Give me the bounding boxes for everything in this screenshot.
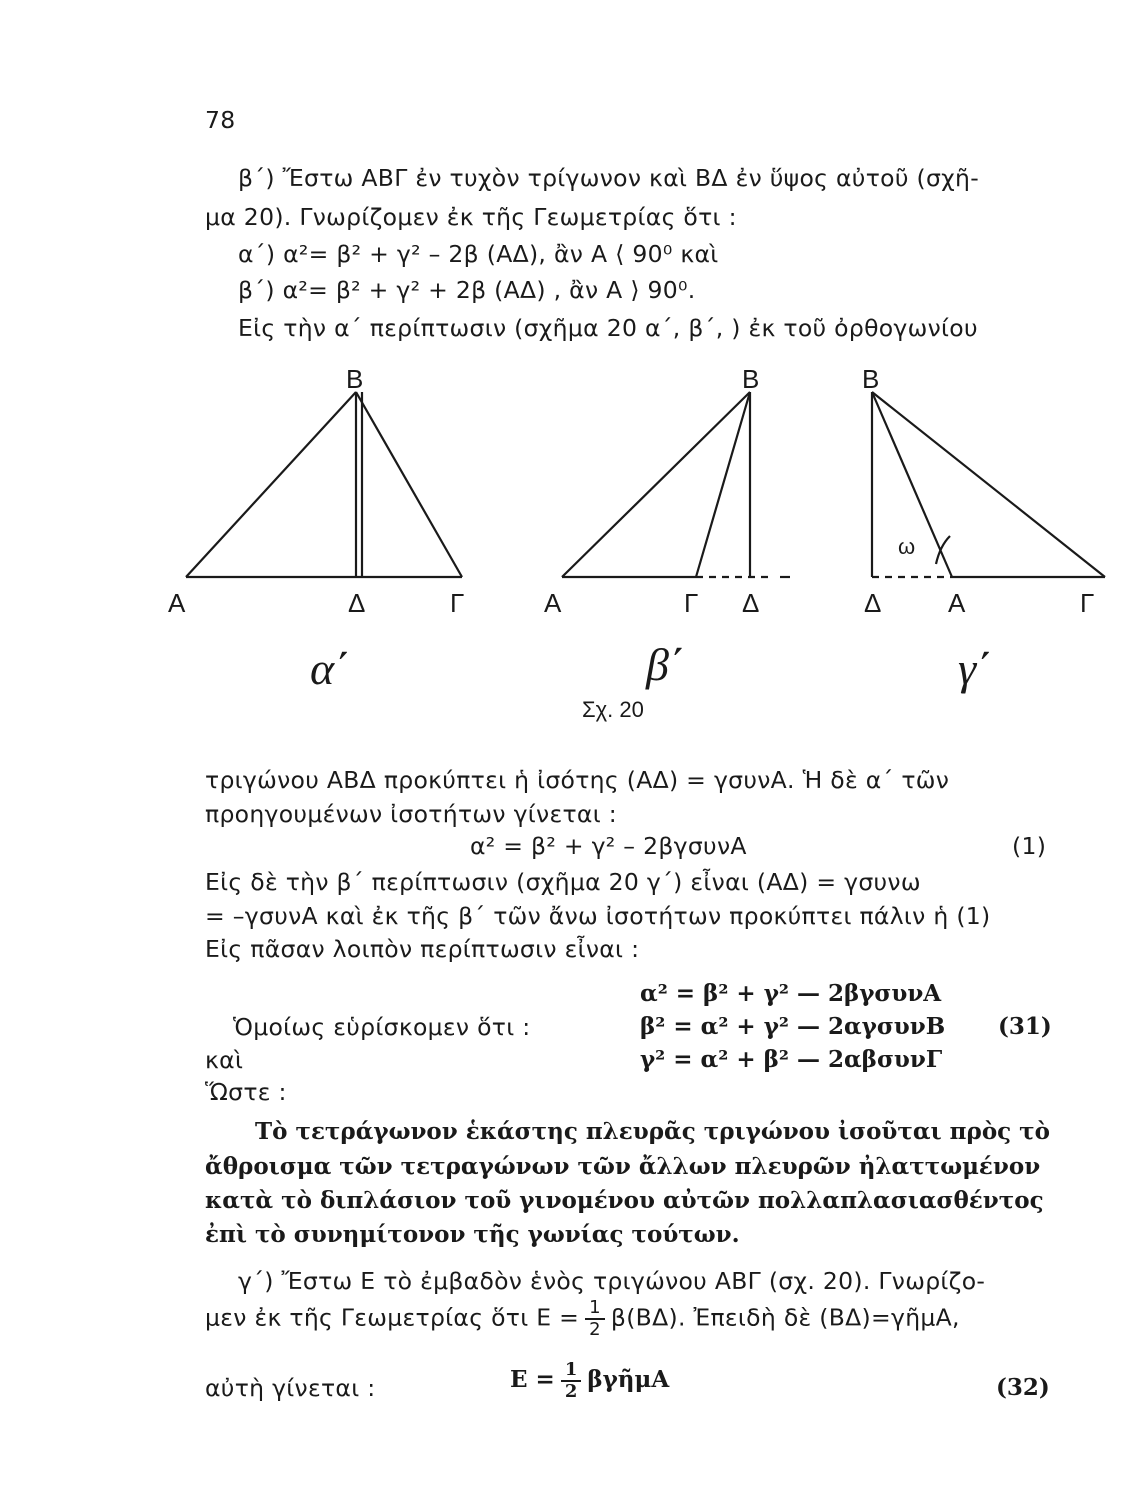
body-line-5: = –γσυνΑ καὶ ἐκ τῆς β΄ τῶν ἄνω ἰσοτήτων προκύπτει πάλιν ἡ (1) <box>205 902 991 930</box>
and-text: καὶ <box>205 1046 244 1074</box>
label-g-c: Γ <box>1080 588 1095 618</box>
area-equation-number: (32) <box>996 1374 1050 1401</box>
angle-omega-arc <box>936 536 950 564</box>
law-of-cosines-b: β² = α² + γ² — 2αγσυνΒ <box>640 1013 946 1040</box>
theorem-line-4: ἐπὶ τὸ συνημίτονον τῆς γωνίας τούτων. <box>205 1221 740 1248</box>
area-line-2-start: μεν ἐκ τῆς Γεωμετρίας ὅτι Ε = <box>205 1303 580 1332</box>
area-equation-numerator: 1 <box>561 1360 582 1382</box>
label-d-c: Δ <box>864 588 882 618</box>
side-ab-a <box>186 392 356 577</box>
label-b-b: Β <box>742 364 760 394</box>
area-line-2 <box>205 1298 960 1340</box>
label-d-b: Δ <box>742 588 760 618</box>
side-ab-b <box>562 392 750 577</box>
side-bg-a <box>356 392 462 577</box>
sub-figure-tag-a: α΄ <box>310 643 350 694</box>
area-equation <box>510 1360 669 1402</box>
similarly-text: Ὁμοίως εὑρίσκομεν ὅτι : <box>233 1013 531 1041</box>
area-line-3: αὐτὴ γίνεται : <box>205 1374 376 1402</box>
label-b-a: Β <box>346 364 364 394</box>
area-line-1: γ΄) Ἔστω Ε τὸ ἐμβαδὸν ἑνὸς τριγώνου ΑΒΓ (σχ. 20). Γνωρίζο- <box>238 1267 986 1295</box>
fraction-denominator: 2 <box>589 1319 601 1340</box>
area-equation-rhs: βγῆμΑ <box>587 1366 670 1393</box>
intro-case-b: β΄) α²= β² + γ² + 2β (ΑΔ) , ἂν Α ⟩ 90⁰. <box>238 276 696 304</box>
label-a-c: Α <box>948 588 966 618</box>
label-d-a: Δ <box>348 588 366 618</box>
intro-line-5: Εἰς τὴν α΄ περίπτωσιν (σχῆμα 20 α΄, β΄, ) ἐκ τοῦ ὀρθογωνίου <box>238 314 978 342</box>
label-g-a: Γ <box>450 588 465 618</box>
page-number: 78 <box>205 106 236 134</box>
body-line-4: Εἰς δὲ τὴν β΄ περίπτωσιν (σχῆμα 20 γ΄) εἶναι (ΑΔ) = γσυνω <box>205 868 921 896</box>
sub-figure-tag-c: γ΄ <box>958 643 992 694</box>
law-of-cosines-a: α² = β² + γ² — 2βγσυνΑ <box>640 980 942 1007</box>
area-line-2-end: β(ΒΔ). Ἐπειδὴ δὲ (ΒΔ)=γῆμΑ, <box>610 1303 960 1332</box>
triangle-a <box>186 392 462 577</box>
body-line-1: τριγώνου ΑΒΔ προκύπτει ἡ ἰσότης (ΑΔ) = γσυνΑ. Ἡ δὲ α΄ τῶν <box>205 766 950 794</box>
area-equation-lhs: Ε = <box>510 1366 555 1393</box>
theorem-line-1: Τὸ τετράγωνον ἑκάστης πλευρᾶς τριγώνου ἰσοῦται πρὸς τὸ <box>255 1118 1050 1145</box>
fraction-numerator: 1 <box>585 1298 605 1320</box>
label-omega: ω <box>898 534 916 559</box>
triangle-b <box>562 392 790 577</box>
fraction-half <box>585 1298 605 1340</box>
theorem-line-3: κατὰ τὸ διπλάσιον τοῦ γινομένου αὐτῶν πολλαπλασιασθέντος <box>205 1187 1044 1214</box>
law-of-cosines-number: (31) <box>998 1013 1052 1040</box>
label-a-b: Α <box>544 588 562 618</box>
body-line-2: προηγουμένων ἰσοτήτων γίνεται : <box>205 800 617 828</box>
label-a-a: Α <box>168 588 186 618</box>
intro-line-2: μα 20). Γνωρίζομεν ἐκ τῆς Γεωμετρίας ὅτι : <box>205 203 737 231</box>
law-of-cosines-c: γ² = α² + β² — 2αβσυνΓ <box>640 1046 943 1073</box>
area-equation-fraction <box>561 1360 582 1402</box>
sub-figure-tag-b: β΄ <box>646 639 685 690</box>
therefore-text: Ὥστε : <box>205 1078 287 1106</box>
theorem-line-2: ἄθροισμα τῶν τετραγώνων τῶν ἄλλων πλευρῶν ἠλαττωμένον <box>205 1153 1041 1180</box>
intro-line-1: β΄) Ἔστω ΑΒΓ ἐν τυχὸν τρίγωνον καὶ ΒΔ ἐν ὕψος αὐτοῦ (σχῆ- <box>238 164 980 192</box>
label-b-c: Β <box>862 364 880 394</box>
figure-20 <box>150 350 1110 730</box>
body-line-6: Εἰς πᾶσαν λοιπὸν περίπτωσιν εἶναι : <box>205 935 640 963</box>
figure-caption: Σχ. 20 <box>582 697 644 722</box>
label-g-b: Γ <box>684 588 699 618</box>
equation-1: α² = β² + γ² – 2βγσυνΑ <box>470 832 747 860</box>
equation-1-number: (1) <box>1012 832 1047 860</box>
area-equation-denominator: 2 <box>564 1381 578 1402</box>
intro-case-a: α΄) α²= β² + γ² – 2β (ΑΔ), ἂν Α ⟨ 90⁰ καὶ <box>238 240 719 268</box>
